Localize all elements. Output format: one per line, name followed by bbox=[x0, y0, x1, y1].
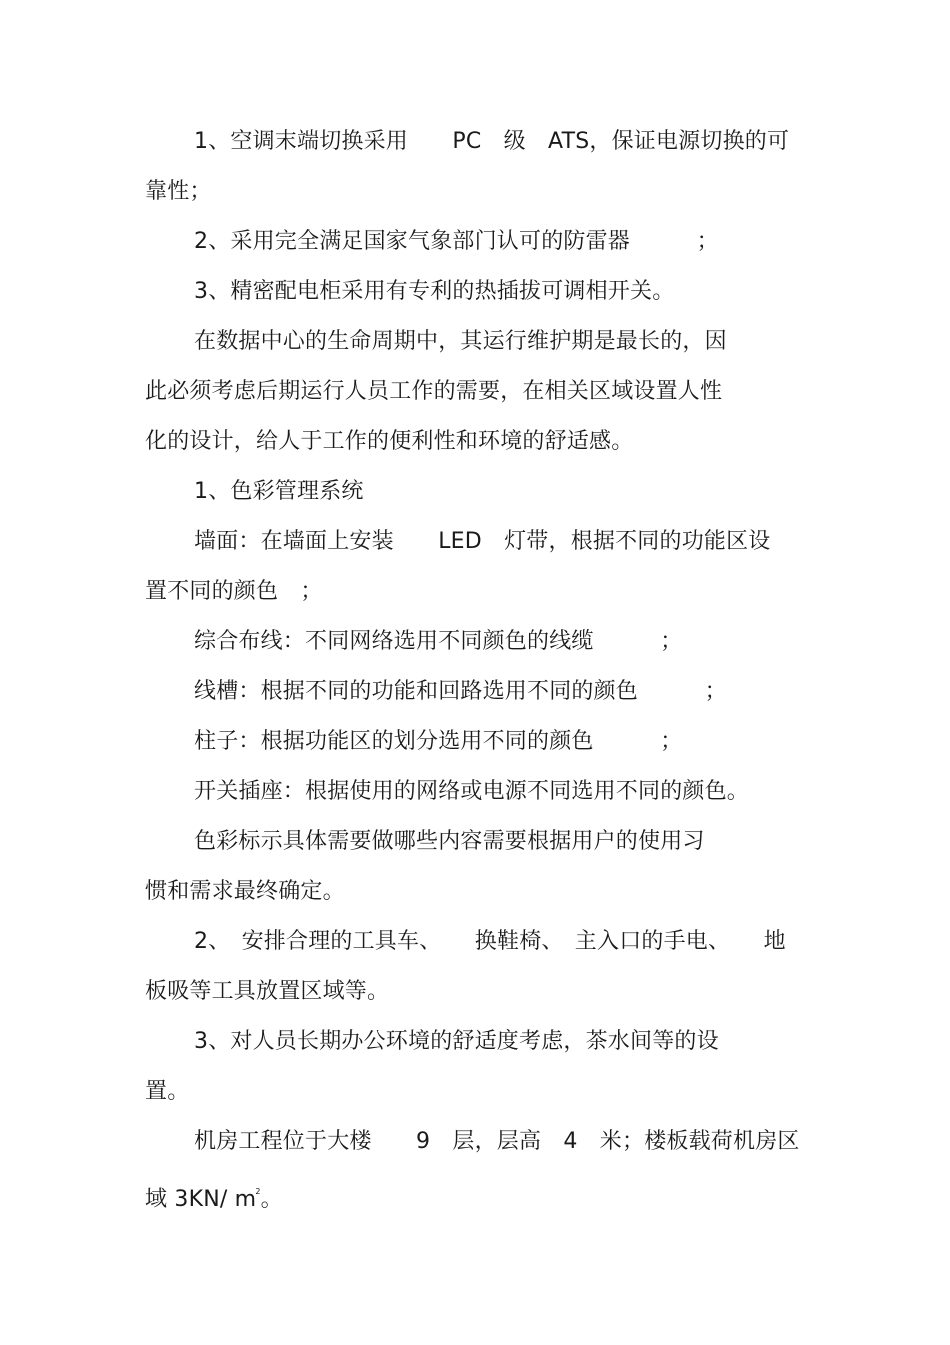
text-line: 靠性； bbox=[145, 179, 212, 204]
text-line: 墙面：在墙面上安装 LED 灯带，根据不同的功能区设 bbox=[194, 529, 771, 554]
text-line: 此必须考虑后期运行人员工作的需要，在相关区域设置人性 bbox=[145, 379, 723, 404]
text-line: 3、对人员长期办公环境的舒适度考虑，茶水间等的设 bbox=[194, 1029, 719, 1054]
text-line: 在数据中心的生命周期中，其运行维护期是最长的，因 bbox=[194, 329, 727, 354]
section-heading: 1、色彩管理系统 bbox=[194, 479, 364, 504]
text-line: 2、 安排合理的工具车、 换鞋椅、 主入口的手电、 地 bbox=[194, 929, 786, 954]
text-line: 1、空调末端切换采用 PC 级 ATS，保证电源切换的可 bbox=[194, 129, 790, 154]
superscript-two: 2 bbox=[255, 1187, 261, 1196]
text-line-last bbox=[145, 1177, 283, 1215]
text-line: 综合布线：不同网络选用不同颜色的线缆 ； bbox=[194, 629, 683, 654]
area-unit-text: 域 3KN/ m bbox=[145, 1187, 257, 1212]
text-line: 开关插座：根据使用的网络或电源不同选用不同的颜色。 bbox=[194, 779, 750, 804]
text-line: 置。 bbox=[145, 1079, 190, 1104]
text-line: 3、精密配电柜采用有专利的热插拔可调相开关。 bbox=[194, 279, 675, 304]
text-line: 机房工程位于大楼 9 层，层高 4 米；楼板载荷机房区 bbox=[194, 1129, 800, 1154]
text-line: 化的设计，给人于工作的便利性和环境的舒适感。 bbox=[145, 429, 634, 454]
text-line: 柱子：根据功能区的划分选用不同的颜色 ； bbox=[194, 729, 683, 754]
text-line: 置不同的颜色 ； bbox=[145, 579, 323, 604]
text-line: 线槽：根据不同的功能和回路选用不同的颜色 ； bbox=[194, 679, 727, 704]
text-line: 板吸等工具放置区域等。 bbox=[145, 979, 390, 1004]
text-line: 惯和需求最终确定。 bbox=[145, 879, 345, 904]
line-end-mark: 。 bbox=[260, 1187, 283, 1212]
text-line: 2、采用完全满足国家气象部门认可的防雷器 ； bbox=[194, 229, 719, 254]
text-line: 色彩标示具体需要做哪些内容需要根据用户的使用习 bbox=[194, 829, 705, 854]
